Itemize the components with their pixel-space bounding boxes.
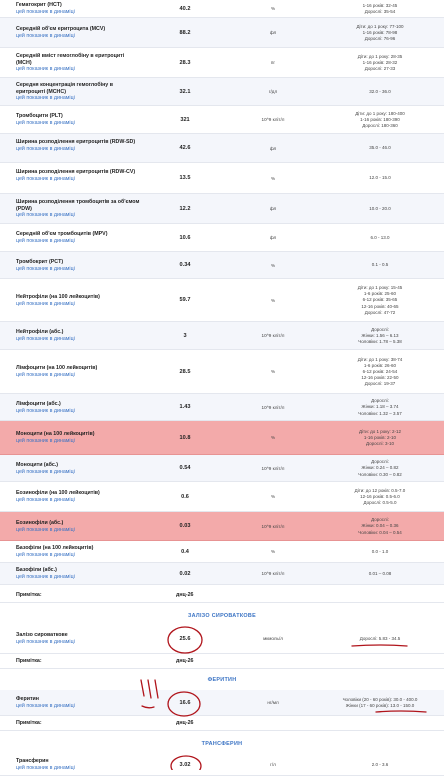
reference-range [330, 762, 430, 768]
reference-range [330, 517, 430, 535]
parameter-name [16, 53, 141, 72]
unit-label: фл [269, 30, 277, 35]
reference-line: 1-16 років: 2-10 [363, 434, 397, 440]
reference-range [330, 235, 430, 241]
result-value: 0.4 [181, 548, 189, 555]
unit-label: 10^9 кліт/л [261, 333, 285, 338]
unit-label: мкмоль/л [263, 636, 283, 641]
result-row [0, 163, 444, 194]
parameter-name [16, 401, 141, 414]
parameter-name [16, 329, 141, 342]
unit-label: фл [269, 145, 277, 151]
reference-line: Дорослі: [371, 459, 389, 465]
reference-line: Дорослі: 27-33 [364, 66, 396, 72]
parameter-name [16, 199, 141, 218]
parameter-name [16, 26, 141, 39]
result-row [0, 455, 444, 482]
reference-line: 1-6 років: 26-60 [363, 362, 397, 368]
reference-range [330, 3, 430, 15]
reference-line: 12-16 років: 22-50 [361, 375, 399, 381]
result-row [0, 0, 444, 18]
reference-line: Діти: до 1 року: 28-35 [357, 53, 403, 59]
reference-range [330, 262, 430, 268]
result-row [0, 322, 444, 350]
reference-range [330, 357, 430, 387]
parameter-name-text: Середній об'єм тромбоцитів (MPV) [16, 231, 108, 238]
dynamics-link[interactable]: цей показник в динаміці [16, 336, 75, 343]
result-row [0, 48, 444, 78]
reference-line: Дорослі: 0.5-5.0 [363, 500, 397, 506]
result-value: 59.7 [179, 297, 191, 303]
dynamics-link[interactable]: цей показник в динаміці [16, 212, 75, 219]
result-value: 321 [180, 116, 190, 123]
reference-line: 12-16 років: 0.5-6.0 [360, 493, 400, 499]
result-value: 16.6 [179, 699, 191, 706]
parameter-name-text: Лімфоцити (на 100 лейкоцитів) [16, 365, 98, 372]
reference-range [330, 429, 430, 447]
reference-line: Дорослі: 3-10 [366, 441, 394, 447]
result-row [0, 134, 444, 163]
parameter-name-text: Нейтрофіли (абс.) [16, 329, 64, 336]
parameter-name-text: Моноцити (на 100 лейкоцитів) [16, 431, 95, 438]
result-row [0, 754, 444, 776]
unit-label: фл [269, 235, 277, 240]
parameter-name-text: Феритин [16, 696, 40, 703]
reference-line: Дорослі: 180-360 [362, 123, 398, 129]
dynamics-link[interactable]: цей показник в динаміці [16, 300, 75, 307]
result-value: 1.43 [179, 404, 191, 410]
reference-line: Чоловіки: 0.04 – 0.54 [358, 529, 402, 535]
result-value: 25.6 [179, 635, 191, 642]
reference-line: Діти: до 1 року: 15-45 [357, 285, 403, 291]
parameter-name [16, 758, 141, 771]
reference-range [330, 488, 430, 506]
result-value: 0.6 [181, 493, 189, 500]
dynamics-link[interactable]: цей показник в динаміці [16, 703, 75, 710]
parameter-name [16, 567, 141, 580]
result-value: 40.2 [179, 5, 191, 12]
unit-label: г/дл [268, 89, 278, 94]
dynamics-link[interactable]: цей показник в динаміці [16, 438, 75, 445]
unit-label: фл [269, 206, 277, 211]
note-row [0, 654, 444, 669]
result-value: 42.6 [179, 145, 191, 151]
reference-line: Чоловіки (20 - 60 років): 30.0 - 400.0 [342, 696, 418, 702]
parameter-name [16, 462, 141, 475]
parameter-name-text: Ширина розподілення тромбоцитів за об'ємом (PDW) [16, 199, 140, 212]
dynamics-link[interactable]: цей показник в динаміці [16, 372, 75, 379]
dynamics-link[interactable]: цей показник в динаміці [16, 175, 75, 182]
reference-range [330, 89, 430, 95]
unit-label: % [270, 262, 276, 268]
parameter-name-text: Трансферин [16, 758, 49, 765]
reference-line: 0.01 – 0.08 [368, 570, 392, 576]
parameter-name-text: Базофіли (на 100 лейкоцитів) [16, 545, 94, 552]
reference-line: Жінки: 1.18 – 3.74 [361, 404, 399, 410]
reference-line: Дорослі: 76-96 [364, 36, 396, 42]
reference-line: 2.0 - 3.6 [371, 761, 389, 767]
reference-line: Жінки: 0.24 – 0.82 [361, 465, 399, 471]
result-row [0, 78, 444, 106]
result-value: 3 [183, 332, 187, 339]
reference-line: Діти: до 1 року: 180-400 [355, 110, 405, 116]
unit-label: нг/мл [267, 700, 279, 705]
unit-label: % [270, 369, 276, 374]
parameter-name-text: Ширина розподілення еритроцитів (RDW-CV) [16, 168, 136, 175]
unit-label: 10^9 кліт/л [261, 117, 285, 122]
section-title: ФЕРИТИН [207, 677, 237, 683]
note-label: Примітка: [16, 658, 42, 664]
parameter-name [16, 259, 141, 272]
dynamics-link[interactable]: цей показник в динаміці [16, 468, 75, 475]
parameter-name [16, 82, 141, 101]
result-row [0, 350, 444, 394]
parameter-name [16, 431, 141, 444]
reference-line: Жінки: 0.04 – 0.36 [361, 523, 399, 529]
parameter-name-text: Середній об'єм еритроцита (MCV) [16, 26, 106, 33]
parameter-name [16, 632, 141, 645]
reference-line: Жінки (17 - 60 років): 13.0 - 150.0 [345, 702, 415, 708]
result-value: 0.34 [179, 262, 191, 268]
reference-line: Дорослі: 19-37 [364, 381, 396, 387]
reference-range [330, 285, 430, 315]
parameter-name [16, 545, 141, 558]
parameter-name-text: Еозинофіли (абс.) [16, 519, 64, 526]
reference-range [330, 145, 430, 151]
parameter-name [16, 231, 141, 244]
result-value: 10.8 [179, 434, 191, 441]
parameter-name [16, 113, 141, 126]
result-value: 0.54 [179, 465, 191, 471]
parameter-name [16, 490, 141, 503]
reference-line: Діти: до 1 року: 38-74 [357, 356, 403, 362]
parameter-name [16, 294, 141, 307]
result-row [0, 512, 444, 541]
unit-label: 10^9 кліт/л [261, 404, 285, 410]
unit-label: % [270, 175, 276, 181]
section-title: ТРАНСФЕРИН [201, 741, 243, 747]
reference-range [330, 398, 430, 416]
result-row [0, 18, 444, 48]
parameter-name [16, 696, 141, 709]
dynamics-link[interactable]: цей показник в динаміці [16, 407, 75, 414]
parameter-name-text: Нейтрофіли (на 100 лейкоцитів) [16, 293, 100, 300]
result-value: 0.02 [179, 570, 191, 577]
note-value: днц-26 [176, 720, 194, 726]
dynamics-link[interactable]: цей показник в динаміці [16, 552, 75, 559]
result-row [0, 194, 444, 224]
reference-line: Чоловіки: 1.32 – 3.57 [358, 410, 402, 416]
unit-label: 10^9 кліт/л [261, 465, 285, 471]
reference-line: 1-16 років: 32-45 [362, 2, 398, 8]
reference-line: 1-16 років: 28-32 [362, 59, 398, 65]
reference-line: 1-16 років: 180-390 [360, 116, 400, 122]
result-value: 0.03 [179, 523, 191, 529]
reference-line: 10.0 - 20.0 [369, 205, 391, 211]
unit-label: г/л [270, 762, 276, 767]
note-row [0, 716, 444, 731]
result-row [0, 224, 444, 252]
result-row [0, 421, 444, 455]
reference-range [330, 697, 430, 709]
parameter-name-text: Тромбоцити (PLT) [16, 113, 63, 120]
result-value: 32.1 [179, 88, 191, 95]
reference-line: 35.0 - 46.0 [369, 145, 391, 151]
dynamics-link[interactable]: цей показник в динаміці [16, 238, 75, 245]
result-value: 3.02 [179, 761, 191, 768]
reference-line: Діти: до 1 року: 2-12 [358, 428, 402, 434]
reference-line: 0.0 - 1.0 [371, 548, 389, 554]
dynamics-link[interactable]: цей показник в динаміці [16, 497, 75, 504]
dynamics-link[interactable]: цей показник в динаміці [16, 765, 75, 772]
reference-line: Дорослі: [371, 398, 389, 404]
parameter-name-text: Гематокрит (HCT) [16, 2, 62, 9]
unit-label: % [270, 494, 276, 499]
result-row [0, 624, 444, 654]
reference-range [330, 206, 430, 212]
result-row [0, 279, 444, 322]
dynamics-link[interactable]: цей показник в динаміці [16, 95, 75, 102]
reference-range [330, 459, 430, 477]
reference-range [330, 54, 430, 72]
reference-range [330, 24, 430, 42]
note-label: Примітка: [16, 592, 42, 598]
result-row [0, 394, 444, 421]
parameter-name [16, 2, 141, 15]
reference-range [330, 327, 430, 345]
reference-range [330, 111, 430, 129]
reference-line: Діти: до 12 років: 0.5-7.0 [354, 487, 406, 493]
result-value: 88.2 [179, 29, 191, 36]
result-value: 10.6 [179, 234, 191, 241]
reference-line: Діти: до 1 року: 77-100 [356, 23, 404, 29]
parameter-name-text: Залізо сироваткове [16, 632, 68, 639]
result-row [0, 252, 444, 279]
unit-label: % [270, 297, 276, 303]
dynamics-link[interactable]: цей показник в динаміці [16, 33, 75, 40]
dynamics-link[interactable]: цей показник в динаміці [16, 574, 75, 581]
reference-line: 6-12 років: 24-54 [362, 368, 398, 374]
parameter-name-text: Середня концентрація гемоглобіну в еритроциті (MCHC) [16, 82, 113, 95]
parameter-name [16, 365, 141, 378]
note-value: днц-26 [176, 658, 194, 664]
parameter-name-text: Середній вміст гемоглобіну в еритроциті (MCH) [16, 53, 125, 66]
note-row [0, 588, 444, 603]
dynamics-link[interactable]: цей показник в динаміці [16, 120, 75, 127]
result-value: 28.3 [179, 59, 191, 66]
reference-line: Дорослі: 5.83 - 34.5 [359, 635, 401, 641]
unit-label: 10^9 кліт/л [261, 571, 285, 576]
dynamics-link[interactable]: цей показник в динаміці [16, 639, 75, 646]
unit-label: % [270, 435, 276, 440]
reference-line: Дорослі: 35-54 [364, 8, 396, 14]
section-title: ЗАЛІЗО СИРОВАТКОВЕ [187, 613, 256, 619]
reference-line: 12.0 - 15.0 [369, 175, 391, 181]
parameter-name-text: Базофіли (абс.) [16, 567, 57, 574]
parameter-name-text: Моноцити (абс.) [16, 461, 59, 468]
result-value: 12.2 [179, 205, 191, 212]
dynamics-link[interactable]: цей показник в динаміці [16, 526, 75, 533]
unit-label: % [270, 549, 276, 554]
note-value: днц-26 [176, 592, 194, 598]
reference-line: 0.1 - 0.5 [371, 262, 389, 268]
reference-line: Чоловіки: 0.30 – 0.82 [358, 471, 402, 477]
unit-label: пг [270, 60, 276, 65]
note-label: Примітка: [16, 720, 42, 726]
parameter-name-text: Ширина розподілення еритроцитів (RDW-SD) [16, 138, 136, 145]
reference-range [330, 571, 430, 577]
reference-line: Жінки: 1.56 – 6.13 [361, 332, 399, 338]
reference-line: 12-16 років: 40-65 [361, 303, 399, 309]
result-row [0, 106, 444, 134]
result-value: 28.5 [179, 368, 191, 375]
reference-range [330, 175, 430, 181]
dynamics-link[interactable]: цей показник в динаміці [16, 66, 75, 73]
reference-range [330, 549, 430, 555]
result-row [0, 690, 444, 716]
reference-line: Чоловіки: 1.78 – 5.38 [358, 339, 402, 345]
unit-label: 10^9 кліт/л [261, 523, 285, 529]
reference-line: 1-6 років: 25-60 [363, 291, 397, 297]
result-row [0, 541, 444, 563]
reference-range [330, 636, 430, 642]
result-row [0, 563, 444, 585]
reference-line: Дорослі: [371, 326, 389, 332]
parameter-name-text: Тромбокрит (PCT) [16, 258, 64, 265]
reference-line: Дорослі: [371, 517, 389, 523]
unit-label: % [270, 6, 276, 11]
dynamics-link[interactable]: цей показник в динаміці [16, 145, 75, 152]
result-row [0, 482, 444, 512]
reference-line: 6-12 років: 35-65 [362, 297, 398, 303]
parameter-name-text: Лімфоцити (абс.) [16, 400, 61, 407]
parameter-name-text: Еозинофіли (на 100 лейкоцитів) [16, 490, 100, 497]
reference-line: 32.0 - 36.0 [369, 88, 391, 94]
dynamics-link[interactable]: цей показник в динаміці [16, 265, 75, 272]
parameter-name [16, 169, 141, 182]
dynamics-link[interactable]: цей показник в динаміці [16, 9, 75, 16]
result-value: 13.5 [179, 175, 191, 181]
reference-line: Дорослі: 47-72 [364, 309, 396, 315]
parameter-name [16, 520, 141, 533]
reference-line: 6.0 - 13.0 [370, 234, 390, 240]
reference-line: 1-16 років: 78-98 [362, 29, 398, 35]
parameter-name [16, 139, 141, 152]
